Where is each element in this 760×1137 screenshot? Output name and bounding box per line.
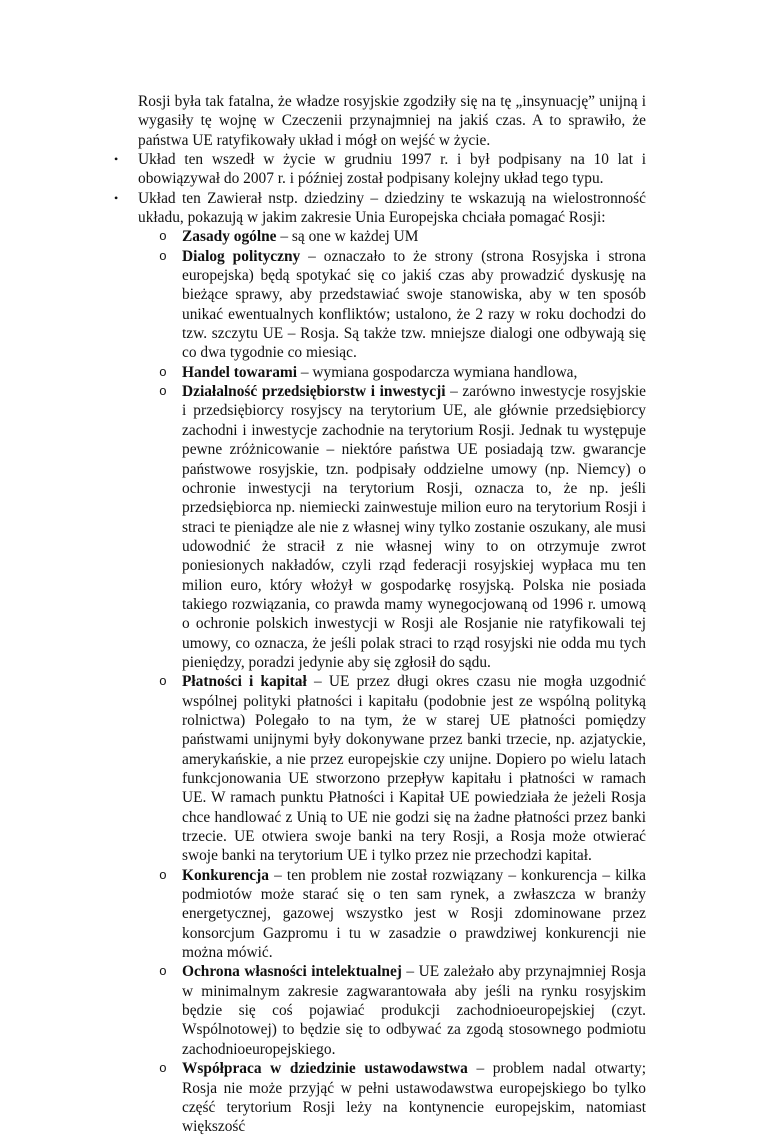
circle-bullet-icon: o — [159, 674, 167, 690]
lead-paragraph: Rosji była tak fatalna, że władze rosyjskie zgodziły się na tę „insynuację” unijną i wygasiły tę wojnę w Czeczenii przynajmniej na jakiś czas. A to sprawiło, że państwa UE ratyfikowały układ i mógł on wejść w życie. — [138, 93, 646, 149]
sub-list-item — [159, 962, 646, 1059]
section-text: – ten problem nie został rozwiązany – konkurencja – kilka podmiotów może starać się o ten sam rynek, a zwłaszcza w branży energetycznej, gazowej wszystko jest w Rosji zdominowane przez konsorcjum Gazpromu i tu w zasadzie o prawdziwej konkurencji nie można mówić. — [182, 866, 646, 962]
bullet-icon: • — [114, 190, 119, 205]
list-item — [114, 189, 647, 1137]
list-item-text: Układ ten wszedł w życie w grudniu 1997 r. i był podpisany na 10 lat i obowiązywał do 2007 r. i później został podpisany kolejny układ tego typu. — [138, 151, 646, 188]
section-term: Współpraca w dziedzinie ustawodawstwa — [182, 1060, 468, 1078]
section-term: Konkurencja — [182, 866, 269, 884]
list-item-text: Układ ten Zawierał nstp. dziedziny – dziedziny te wskazują na wielostronność układu, pokazują w jakim zakresie Unia Europejska chciała pomagać Rosji: — [138, 189, 646, 227]
section-text: – wymiana gospodarcza wymiana handlowa, — [297, 363, 578, 381]
section-text: – problem nadal otwarty; Rosja nie może przyjąć w pełni ustawodawstwa europejskiego bo tylko część terytorium Rosji leży na kontynencie europejskim, natomiast większość — [182, 1060, 646, 1136]
sub-list-item — [159, 227, 646, 246]
bullet-icon: • — [114, 152, 119, 166]
section-text: – oznaczało to że strony (strona Rosyjska i strona europejska) będą spotykać się co jakiś czas aby prowadzić dyskusję na bieżące sprawy, aby przedstawiać swoje stanowiska, aby w ten sposób unikać ewentualnych konfliktów; ustalono, że 2 razy w roku dochodzi do tzw. szczytu UE – Rosja. Są także tzw. mniejsze dialogi one odbywają się co dwa tygodnie co miesiąc. — [182, 247, 646, 362]
section-term: Działalność przedsiębiorstw i inwestycji — [182, 383, 446, 401]
section-text: – UE zależało aby przynajmniej Rosja w minimalnym zakresie zagwarantowała aby jeśli na rynku rosyjskim będzie się coś pojawiać produkcji zachodnioeuropejskiej (czyt. Wspólnotowej) to będzie się to odbywać za zgodą stosownego podmiotu zachodnioeuropejskiego. — [182, 963, 646, 1058]
circle-bullet-icon: o — [159, 229, 167, 245]
circle-bullet-icon: o — [159, 248, 167, 264]
circle-bullet-icon: o — [159, 867, 167, 883]
sub-list-item — [159, 382, 647, 672]
section-text: – UE przez długi okres czasu nie mogła uzgodnić wspólnej polityki płatności i kapitału (podobnie jest ze wspólną polityką rolnictwa) Polegało to na tym, że w starej UE płatności pomiędzy państwami unijnymi były dokonywane przez banki trzecie, np. azjatyckie, amerykańskie, a nie przez europejskie czy unijne. Dopiero po wielu latach funkcjonowania UE stworzono przepływ kapitału i płatności w ramach UE. W ramach punktu Płatności i Kapitał UE powiedziała że jeżeli Rosja chce handlować z Unią to UE nie godzi się na żadne płatności przez banki trzecie. UE otwiera swoje banki na tery Rosji, a Rosja może otwierać swoje banki na terytorium UE i tylko przez nie przechodzi kapitał. — [182, 673, 646, 865]
section-text: – zarówno inwestycje rosyjskie i przedsiębiorcy rosyjscy na terytorium UE, ale głównie przedsiębiorcy zachodni i inwestycje zachodnie na terytorium Rosji. Jednak tu występuje pewne zróżnicowanie – niektóre państwa UE posiadają tzw. gwarancje państwowe rosyjskie, tzn. podpisały oddzielne umowy (np. Niemcy) o ochronie inwestycji na terytorium Rosji, oznacza to, że np. jeśli przedsiębiorca np. niemiecki zainwestuje milion euro na terytorium Rosji i straci te pieniądze ale nie z własnej winy tylko zostanie oszukany, ale musi udowodnić że stracił z nie własnej winy to on otrzymuje zwrot poniesionych nakładów, czyli rząd federacji rosyjskiej wypłaca mu ten milion euro, który włożył w gospodarkę rosyjską. Polska nie posiada takiego rozwiązania, co prawda mamy wynegocjowaną od 1996 r. umową o ochronie polskich inwestycji w Rosji ale Rosjanie nie ratyfikowali tej umowy, co oznacza, że jeśli polak straci to rząd rosyjski nie odda mu tych pieniędzy, poradzi jedynie aby się zgłosił do sądu. — [182, 383, 647, 671]
circle-bullet-icon: o — [159, 964, 167, 980]
section-term: Zasady ogólne — [182, 228, 277, 246]
section-term: Dialog polityczny — [182, 247, 301, 265]
list-item — [114, 150, 646, 189]
section-term: Handel towarami — [182, 363, 297, 381]
bullet-list — [0, 150, 760, 1137]
sub-list-item — [159, 672, 646, 865]
sub-list — [138, 227, 646, 1136]
sub-list-item — [159, 866, 646, 963]
sub-list-item — [159, 363, 646, 382]
section-text: – są one w każdej UM — [276, 228, 419, 246]
circle-bullet-icon: o — [159, 1061, 167, 1077]
circle-bullet-icon: o — [159, 384, 167, 400]
section-term: Ochrona własności intelektualnej — [182, 963, 402, 981]
sub-list-item — [159, 1059, 646, 1136]
circle-bullet-icon: o — [159, 364, 167, 380]
section-term: Płatności i kapitał — [182, 673, 307, 691]
sub-list-item — [159, 247, 646, 363]
